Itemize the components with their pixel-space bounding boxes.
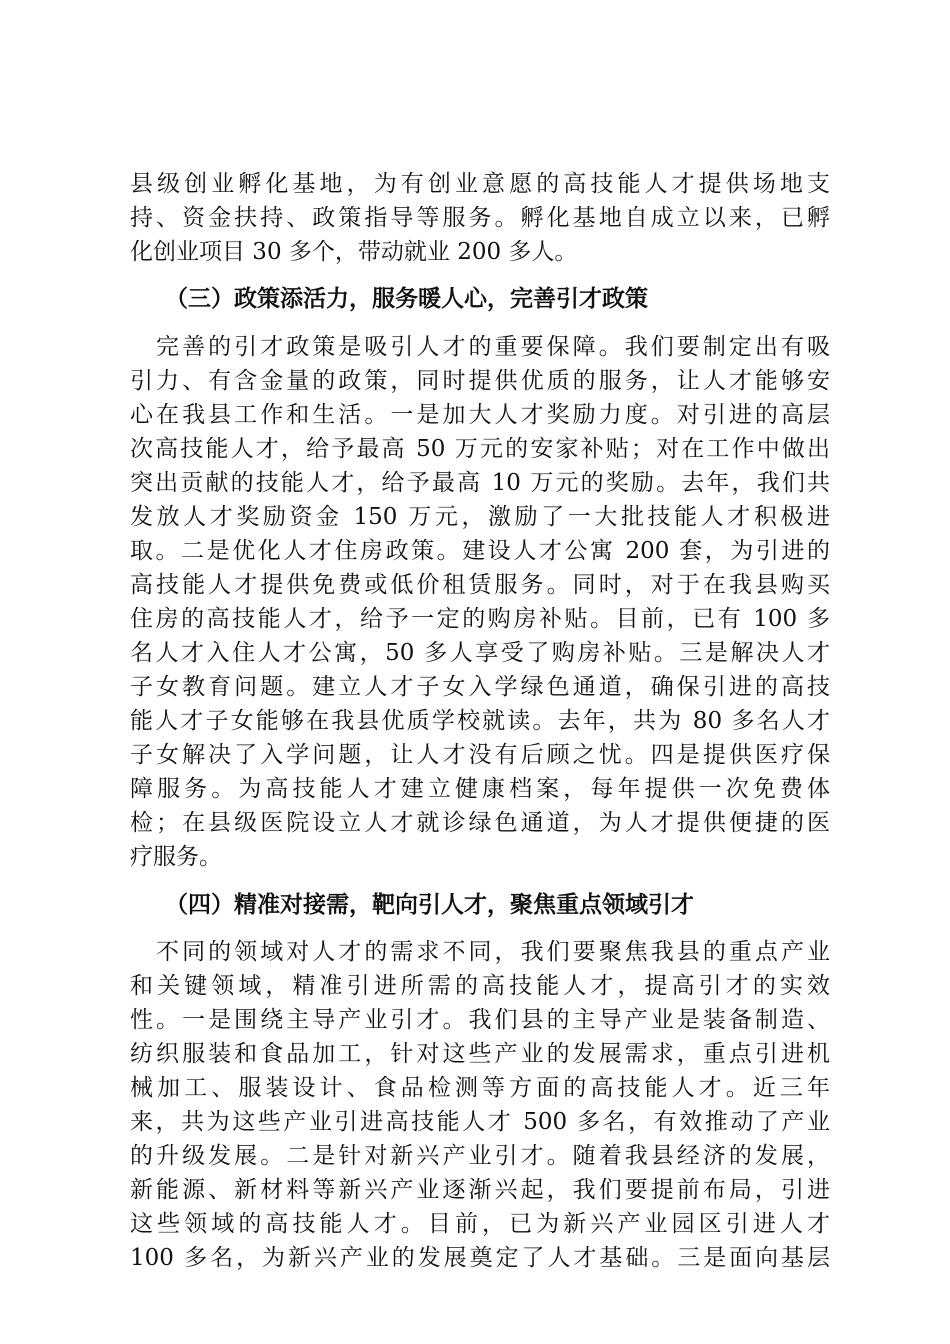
- paragraph-line: 心在我县工作和生活。一是加大人才奖励力度。对引进的高层: [130, 402, 830, 428]
- paragraph-line: 不同的领域对人才的需求不同，我们要聚焦我县的重点产业: [130, 939, 830, 965]
- paragraph-line: 来，共为这些产业引进高技能人才 500 多名，有效推动了产业: [130, 1109, 830, 1135]
- paragraph-line: 这些领域的高技能人才。目前，已为新兴产业园区引进人才: [130, 1211, 830, 1237]
- paragraph-line: 新能源、新材料等新兴产业逐渐兴起，我们要提前布局，引进: [130, 1177, 830, 1203]
- paragraph-line: 化创业项目 30 多个，带动就业 200 多人。: [130, 239, 578, 265]
- paragraph-line: 住房的高技能人才，给予一定的购房补贴。目前，已有 100 多: [130, 606, 830, 632]
- paragraph-line: 发放人才奖励资金 150 万元，激励了一大批技能人才积极进: [130, 504, 830, 530]
- paragraph-line: 名人才入住人才公寓，50 多人享受了购房补贴。三是解决人才: [130, 640, 830, 666]
- paragraph-line: 的升级发展。二是针对新兴产业引才。随着我县经济的发展，: [130, 1143, 830, 1169]
- paragraph-line: 械加工、服装设计、食品检测等方面的高技能人才。近三年: [130, 1075, 830, 1101]
- paragraph-line: 疗服务。: [130, 844, 222, 870]
- paragraph-line: 性。一是围绕主导产业引才。我们县的主导产业是装备制造、: [130, 1007, 830, 1033]
- paragraph-line: 100 多名，为新兴产业的发展奠定了人才基础。三是面向基层: [130, 1245, 830, 1271]
- paragraph-line: 子女教育问题。建立人才子女入学绿色通道，确保引进的高技: [130, 674, 830, 700]
- paragraph-line: 能人才子女能够在我县优质学校就读。去年，共为 80 多名人才: [130, 708, 830, 734]
- paragraph-line: 纺织服装和食品加工，针对这些产业的发展需求，重点引进机: [130, 1041, 830, 1067]
- paragraph-line: 持、资金扶持、政策指导等服务。孵化基地自成立以来，已孵: [130, 205, 830, 231]
- section-heading-3: （三）政策添活力，服务暖人心，完善引才政策: [165, 286, 648, 312]
- paragraph-line: 和关键领域，精准引进所需的高技能人才，提高引才的实效: [130, 973, 830, 999]
- paragraph-line: 高技能人才提供免费或低价租赁服务。同时，对于在我县购买: [130, 572, 830, 598]
- paragraph-line: 子女解决了入学问题，让人才没有后顾之忧。四是提供医疗保: [130, 742, 830, 768]
- paragraph-line: 县级创业孵化基地，为有创业意愿的高技能人才提供场地支: [130, 171, 830, 197]
- paragraph-line: 障服务。为高技能人才建立健康档案，每年提供一次免费体: [130, 776, 830, 802]
- section-heading-4: （四）精准对接需，靶向引人才，聚焦重点领域引才: [165, 892, 694, 918]
- paragraph-line: 次高技能人才，给予最高 50 万元的安家补贴；对在工作中做出: [130, 436, 830, 462]
- paragraph-line: 引力、有含金量的政策，同时提供优质的服务，让人才能够安: [130, 368, 830, 394]
- paragraph-line: 取。二是优化人才住房政策。建设人才公寓 200 套，为引进的: [130, 538, 830, 564]
- paragraph-line: 突出贡献的技能人才，给予最高 10 万元的奖励。去年，我们共: [130, 470, 830, 496]
- paragraph-line: 检；在县级医院设立人才就诊绿色通道，为人才提供便捷的医: [130, 810, 830, 836]
- paragraph-line: 完善的引才政策是吸引人才的重要保障。我们要制定出有吸: [130, 334, 830, 360]
